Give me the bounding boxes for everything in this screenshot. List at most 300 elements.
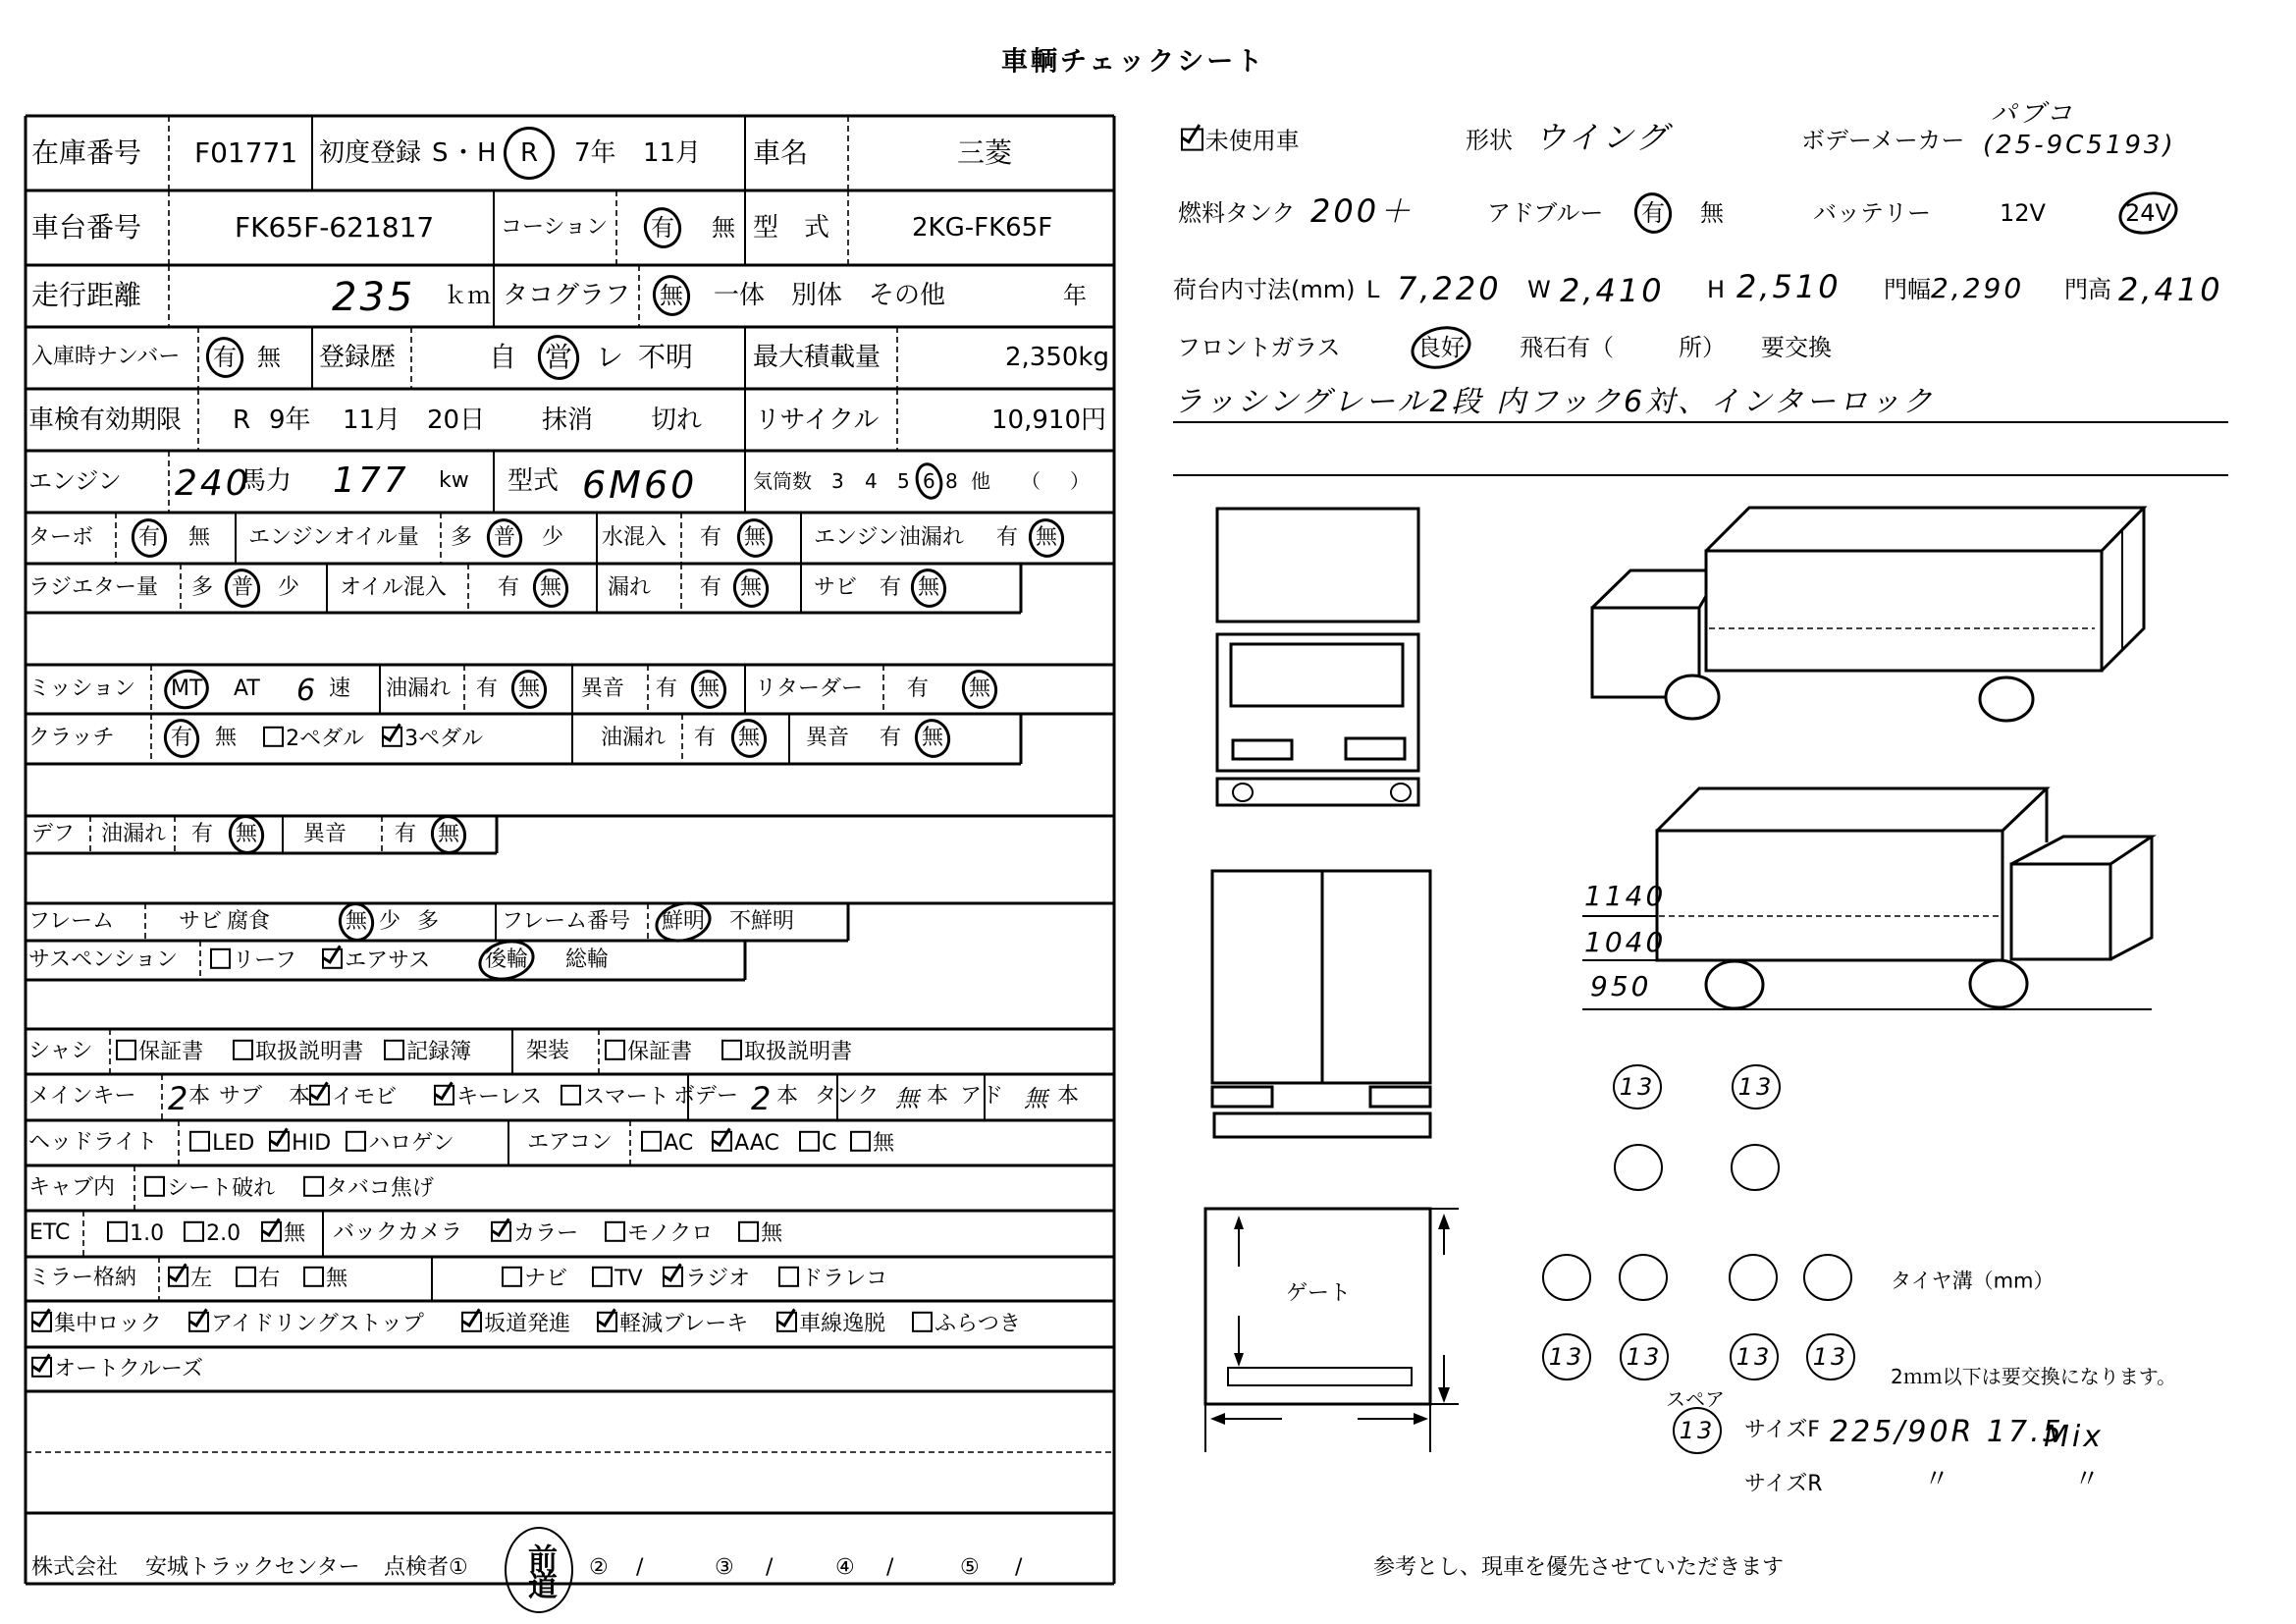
aircon-aac-label: AAC: [734, 1131, 779, 1157]
tire-rear-right-inner-tread: 13: [1735, 1343, 1773, 1371]
engine-kilowatt-value: 177: [333, 460, 409, 501]
frame-option-much[interactable]: 多: [417, 909, 440, 934]
windshield-chips-unit: 所）: [1679, 334, 1726, 361]
tire-size-rear-ditto: 〃: [1924, 1465, 1950, 1494]
inspector-slot-4[interactable]: ④: [835, 1555, 855, 1580]
cylinders-label: 気筒数: [753, 469, 812, 493]
cargo-length-value: 7,220: [1397, 270, 1502, 307]
windshield-label: フロントガラス: [1177, 334, 1341, 361]
cigarette-burn-checkbox[interactable]: [303, 1176, 434, 1200]
transmission-label: ミッション: [28, 677, 136, 701]
central-lock-label: 集中ロック: [54, 1312, 162, 1337]
etc-none-checkbox[interactable]: [261, 1221, 305, 1245]
headlight-halogen-checkbox[interactable]: [346, 1131, 454, 1155]
lane-departure-checkbox[interactable]: [776, 1312, 885, 1335]
cylinders-option-5[interactable]: 5: [897, 469, 910, 493]
cargo-width-value: 2,410: [1560, 272, 1665, 309]
transmission-noise-label: 異音: [581, 677, 625, 701]
radiator-level-option-normal[interactable]: 普: [232, 575, 254, 600]
tank-key-unit: 本: [927, 1084, 949, 1109]
smart-key-checkbox[interactable]: [561, 1085, 669, 1109]
caution-plate-option-no[interactable]: 無: [712, 214, 735, 242]
main-key-unit: 本: [188, 1084, 211, 1109]
tire-tread-label: タイヤ溝（mm）: [1891, 1269, 2055, 1293]
door-height-label: 門高: [2064, 276, 2111, 303]
water-contamination-option-yes[interactable]: 有: [700, 525, 722, 550]
transmission-oil-leak-label: 油漏れ: [386, 677, 452, 701]
car-name-value: 三菱: [957, 136, 1013, 169]
inspection-expiry-day: 20日: [427, 406, 486, 435]
suspension-option-rear[interactable]: 後輪: [485, 947, 529, 972]
radiator-leak-option-no[interactable]: 無: [740, 575, 763, 600]
battery-option-12v[interactable]: 12V: [2000, 199, 2046, 227]
mirror-right-checkbox[interactable]: [236, 1267, 280, 1290]
radiator-oil-mix-label: オイル混入: [340, 575, 447, 600]
chassis-manual-checkbox[interactable]: [233, 1040, 363, 1063]
inspector-slot-3-slash: /: [766, 1555, 774, 1580]
company-type: 株式会社: [31, 1555, 119, 1580]
smart-key-label: スマート: [583, 1085, 669, 1110]
water-contamination-option-no[interactable]: 無: [744, 525, 767, 550]
inspector-stamp: 前道: [505, 1527, 573, 1613]
inspection-option-cancelled[interactable]: 抹消: [542, 406, 594, 435]
frame-label: フレーム: [28, 909, 115, 934]
aircon-aac-checkbox[interactable]: [712, 1131, 779, 1155]
differential-label: デフ: [31, 822, 76, 846]
body-key-count: 2: [751, 1080, 774, 1117]
era-option-heisei[interactable]: H: [477, 138, 497, 168]
inspection-expiry-month: 11月: [343, 406, 401, 435]
spare-label: スペア: [1666, 1387, 1725, 1411]
era-separator: ・: [451, 138, 477, 168]
suspension-air-label: エアサス: [345, 948, 431, 974]
headlight-hid-label: HID: [292, 1131, 332, 1157]
inspector-slot-2[interactable]: ②: [589, 1555, 609, 1580]
cylinders-other-label: 他: [971, 469, 990, 493]
engine-oil-leak-option-no[interactable]: 無: [1036, 525, 1058, 550]
cylinders-option-6[interactable]: 6: [923, 469, 935, 493]
tire-rear-left-outer-tread: 13: [1548, 1343, 1585, 1371]
aircon-ac-label: AC: [664, 1131, 694, 1157]
stock-no-value: F01771: [194, 136, 298, 169]
truck-left-side-diagram: [1592, 508, 2144, 721]
tank-key-count: 無: [895, 1085, 922, 1112]
clutch-noise-option-yes[interactable]: 有: [880, 726, 902, 750]
cylinders-other-open: （: [1021, 469, 1041, 493]
clutch-2-pedal-checkbox[interactable]: [263, 727, 364, 750]
transmission-noise-option-yes[interactable]: 有: [656, 677, 678, 701]
cargo-dims-label: 荷台内寸法(mm): [1173, 276, 1356, 303]
clutch-option-no[interactable]: 無: [215, 726, 238, 750]
differential-oil-leak-option-yes[interactable]: 有: [191, 822, 214, 846]
truck-top-view-diagram: [1217, 509, 1418, 622]
differential-oil-leak-label: 油漏れ: [101, 822, 167, 846]
frame-option-none[interactable]: 無: [346, 909, 368, 934]
engine-oil-level-option-low[interactable]: 少: [542, 525, 564, 550]
keyless-checkbox[interactable]: [434, 1085, 542, 1109]
mileage-unit: ｋｍ: [444, 282, 491, 309]
clutch-3-pedal-checkbox[interactable]: [382, 727, 483, 750]
seat-tear-checkbox[interactable]: [144, 1176, 275, 1200]
era-option-showa[interactable]: S: [432, 138, 449, 168]
lane-departure-label: 車線逸脱: [799, 1312, 886, 1337]
suspension-air-checkbox[interactable]: [322, 948, 430, 972]
chassis-warranty-checkbox[interactable]: [116, 1040, 203, 1063]
model-label: 型 式: [753, 213, 830, 243]
cylinders-option-3[interactable]: 3: [831, 469, 844, 493]
company-name: 安城トラックセンター: [145, 1555, 360, 1580]
body-maker-value: パブコ: [1991, 99, 2075, 129]
tire-size-front-value: 225/90R 17.5: [1830, 1415, 2064, 1449]
idling-stop-checkbox[interactable]: [188, 1312, 424, 1335]
chassis-no-label: 車台番号: [31, 211, 142, 244]
frame-corrosion-label: 腐食: [227, 909, 271, 934]
clutch-label: クラッチ: [28, 726, 115, 750]
engine-label: エンジン: [28, 467, 122, 495]
truck-front-view-diagram: [1217, 634, 1418, 805]
transmission-noise-option-no[interactable]: 無: [698, 677, 721, 701]
etc-label: ETC: [29, 1220, 71, 1245]
etc-1-0-label: 1.0: [130, 1221, 165, 1247]
body-shape-value: ウイング: [1534, 119, 1671, 156]
radiator-level-option-low[interactable]: 少: [278, 575, 300, 600]
tire-size-rear-note-ditto: 〃: [2074, 1465, 2101, 1494]
dashcam-checkbox[interactable]: [778, 1267, 887, 1290]
differential-noise-label: 異音: [303, 822, 347, 846]
mirror-left-label: 左: [190, 1267, 213, 1292]
gate-label: ゲート: [1286, 1281, 1352, 1306]
body-key-label: ボデー: [673, 1084, 739, 1109]
clutch-oil-leak-option-yes[interactable]: 有: [694, 726, 717, 750]
inspection-expiry-era: R: [233, 406, 251, 435]
engine-oil-level-option-normal[interactable]: 普: [494, 525, 516, 550]
inspector-label: 点検者①: [384, 1555, 468, 1580]
first-registration-month: 11月: [643, 138, 702, 168]
engine-horsepower-unit: 馬力: [240, 466, 293, 496]
tachograph-option-integrated[interactable]: 一体: [714, 281, 766, 310]
windshield-option-replace[interactable]: 要交換: [1761, 334, 1832, 361]
transmission-speed-unit: 速: [329, 677, 351, 701]
clutch-noise-label: 異音: [806, 726, 850, 750]
radiator-oil-mix-option-yes[interactable]: 有: [498, 575, 520, 600]
adblue-label: アドブルー: [1487, 199, 1604, 227]
max-load-value: 2,350kg: [1005, 343, 1109, 372]
etc-none-label: 無: [284, 1221, 306, 1247]
chassis-record-book-label: 記録簿: [406, 1040, 472, 1065]
main-key-label: メインキー: [28, 1084, 136, 1109]
caution-plate-label: コーション: [501, 215, 609, 240]
back-camera-none-label: 無: [761, 1221, 783, 1247]
body-warranty-checkbox[interactable]: [605, 1040, 692, 1063]
aircon-ac-checkbox[interactable]: [641, 1131, 693, 1155]
first-registration-year: 7年: [574, 138, 616, 168]
mirror-none-label: 無: [326, 1267, 348, 1292]
tire-replace-notice: 2ｍｍ以下は要交換になります。: [1891, 1365, 2177, 1388]
radiator-oil-mix-option-no[interactable]: 無: [540, 575, 562, 600]
door-width-label: 門幅: [1884, 276, 1931, 303]
registration-history-option-rental[interactable]: レ: [596, 341, 624, 373]
radiator-leak-option-yes[interactable]: 有: [700, 575, 722, 600]
engine-kilowatt-unit: kw: [439, 468, 469, 493]
tachograph-label: タコグラフ: [503, 281, 631, 310]
radiator-level-label: ラジエター量: [28, 575, 159, 600]
aircon-none-checkbox[interactable]: [850, 1131, 894, 1155]
registration-history-option-private[interactable]: 自: [489, 341, 517, 373]
clutch-noise-option-no[interactable]: 無: [922, 726, 944, 750]
stock-no-label: 在庫番号: [31, 136, 142, 169]
frame-rust-label: サビ: [179, 909, 223, 934]
car-name-label: 車名: [753, 136, 809, 169]
transmission-option-mt[interactable]: MT: [171, 677, 203, 701]
auto-cruise-checkbox[interactable]: [31, 1357, 203, 1380]
headlight-hid-checkbox[interactable]: [269, 1131, 331, 1155]
tire-size-front-note: Mix: [2044, 1420, 2104, 1454]
first-registration-label: 初度登録: [319, 138, 422, 168]
tachograph-option-separate[interactable]: 別体: [791, 281, 843, 310]
disclaimer-text: 参考とし、現車を優先させていただきます: [1373, 1555, 1785, 1580]
body-maker-label: ボデーメーカー: [1801, 127, 1965, 154]
tv-label: TV: [614, 1267, 643, 1292]
adblue-key-unit: 本: [1057, 1084, 1080, 1109]
truck-rear-view-diagram: [1212, 871, 1430, 1137]
chassis-no-value: FK65F-621817: [235, 211, 435, 244]
differential-oil-leak-option-no[interactable]: 無: [236, 822, 258, 846]
engine-oil-leak-label: エンジン油漏れ: [814, 525, 964, 550]
radiator-rust-label: サビ: [814, 575, 858, 600]
suspension-option-all[interactable]: 総輪: [565, 947, 610, 972]
cylinders-other-close: ）: [1070, 469, 1090, 493]
etc-2-0-checkbox[interactable]: [184, 1221, 240, 1245]
tank-key-label: タンク: [815, 1084, 880, 1109]
headlight-led-checkbox[interactable]: [189, 1131, 254, 1155]
differential-noise-option-no[interactable]: 無: [438, 822, 460, 846]
radiator-rust-option-no[interactable]: 無: [918, 575, 940, 600]
unused-vehicle-checkbox[interactable]: [1181, 129, 1300, 153]
model-value: 2KG-FK65F: [912, 213, 1053, 243]
cylinders-option-4[interactable]: 4: [865, 469, 878, 493]
turbo-option-no[interactable]: 無: [188, 525, 211, 550]
aircon-none-label: 無: [873, 1131, 895, 1157]
transmission-oil-leak-option-no[interactable]: 無: [518, 677, 541, 701]
tachograph-option-other[interactable]: その他: [869, 281, 946, 310]
cargo-height-value: 2,510: [1736, 268, 1842, 305]
registration-history-label: 登録歴: [319, 343, 397, 372]
headlight-label: ヘッドライト: [28, 1130, 158, 1155]
turbo-option-yes[interactable]: 有: [138, 525, 161, 550]
max-load-label: 最大積載量: [753, 343, 881, 372]
caution-plate-option-yes[interactable]: 有: [651, 214, 674, 242]
chassis-record-book-checkbox[interactable]: [384, 1040, 471, 1063]
retarder-label: リターダー: [755, 677, 864, 701]
tachograph-option-none[interactable]: 無: [660, 282, 683, 309]
aircon-c-label: C: [822, 1131, 837, 1157]
radiator-level-option-high[interactable]: 多: [191, 575, 214, 600]
frame-option-little[interactable]: 少: [379, 909, 401, 934]
adblue-option-yes[interactable]: 有: [1641, 199, 1665, 227]
chassis-docs-label: シャシ: [28, 1039, 93, 1063]
transmission-option-at[interactable]: AT: [234, 677, 260, 701]
immobilizer-checkbox[interactable]: [309, 1085, 397, 1109]
clutch-option-yes[interactable]: 有: [171, 726, 193, 750]
central-lock-checkbox[interactable]: [31, 1312, 162, 1335]
body-warranty-label: 保証書: [627, 1040, 693, 1065]
drowsiness-alert-label: ふらつき: [934, 1312, 1021, 1337]
hill-start-label: 坂道発進: [484, 1312, 571, 1337]
cargo-width-label: W: [1527, 276, 1551, 303]
chassis-warranty-label: 保証書: [138, 1040, 204, 1065]
truck-right-side-diagram: [1582, 788, 2152, 1009]
etc-1-0-checkbox[interactable]: [107, 1221, 164, 1245]
differential-noise-option-yes[interactable]: 有: [395, 822, 417, 846]
body-manual-label: 取扱説明書: [744, 1040, 853, 1065]
auto-cruise-label: オートクルーズ: [54, 1357, 203, 1382]
mirror-fold-label: ミラー格納: [28, 1266, 137, 1290]
engine-oil-level-option-high[interactable]: 多: [451, 525, 473, 550]
headlight-halogen-label: ハロゲン: [368, 1131, 454, 1157]
plate-on-entry-label: 入庫時ナンバー: [31, 345, 181, 369]
radio-checkbox[interactable]: [663, 1267, 750, 1290]
retarder-option-yes[interactable]: 有: [907, 677, 930, 701]
adblue-option-no[interactable]: 無: [1700, 199, 1724, 227]
back-camera-color-checkbox[interactable]: [491, 1221, 578, 1245]
fuel-tank-value: 200＋: [1310, 192, 1415, 230]
retarder-option-no[interactable]: 無: [969, 677, 991, 701]
page-title: 車輌チェックシート: [1001, 46, 1266, 78]
body-maker-serial: (25-9C5193): [1983, 131, 2176, 160]
remarks-underlines: [1173, 422, 2228, 475]
turbo-label: ターボ: [28, 525, 94, 550]
clutch-2-pedal-label: 2ペダル: [286, 727, 365, 752]
clutch-oil-leak-option-no[interactable]: 無: [738, 726, 761, 750]
height-label-1040: 1040: [1584, 926, 1667, 958]
era-option-reiwa[interactable]: R: [520, 138, 539, 168]
engine-model-label: 型式: [507, 466, 560, 496]
mileage-label: 走行距離: [31, 279, 142, 311]
collision-mitigation-brake-checkbox[interactable]: [597, 1312, 748, 1335]
keyless-label: キーレス: [456, 1085, 543, 1110]
fuel-tank-label: 燃料タンク: [1178, 199, 1296, 227]
drowsiness-alert-checkbox[interactable]: [912, 1312, 1021, 1335]
height-label-1140: 1140: [1584, 880, 1667, 912]
unused-vehicle-label: 未使用車: [1204, 127, 1300, 155]
height-label-950: 950: [1590, 970, 1652, 1002]
body-shape-label: 形状: [1466, 127, 1513, 154]
cylinders-option-8[interactable]: 8: [945, 469, 958, 493]
dashcam-label: ドラレコ: [801, 1267, 888, 1292]
registration-history-option-unknown[interactable]: 不明: [638, 341, 694, 373]
mirror-left-checkbox[interactable]: [168, 1267, 212, 1290]
main-key-count: 2: [168, 1080, 191, 1117]
inspector-slot-4-slash: /: [886, 1555, 894, 1580]
navi-label: ナビ: [524, 1267, 568, 1292]
frame-number-option-unclear[interactable]: 不鮮明: [729, 909, 795, 934]
door-height-value: 2,410: [2118, 271, 2223, 308]
suspension-leaf-checkbox[interactable]: [210, 948, 296, 972]
tire-size-front-label: サイズF: [1744, 1418, 1820, 1442]
aircon-c-checkbox[interactable]: [799, 1131, 837, 1155]
mirror-right-label: 右: [258, 1267, 281, 1292]
tachograph-year-unit: 年: [1063, 282, 1087, 309]
battery-option-24v[interactable]: 24V: [2125, 199, 2171, 227]
engine-horsepower-value: 240: [175, 463, 251, 504]
tv-checkbox[interactable]: [592, 1267, 643, 1290]
clutch-3-pedal-label: 3ペダル: [404, 727, 484, 752]
transmission-oil-leak-option-yes[interactable]: 有: [476, 677, 499, 701]
adblue-key-label: アド: [960, 1084, 1004, 1109]
clutch-oil-leak-label: 油漏れ: [601, 726, 667, 750]
tire-spare-tread: 13: [1679, 1417, 1716, 1444]
water-contamination-label: 水混入: [602, 525, 667, 550]
engine-oil-level-label: エンジンオイル量: [248, 525, 419, 550]
registration-history-option-commercial[interactable]: 営: [545, 341, 573, 373]
recycle-fee-label: リサイクル: [755, 406, 880, 435]
frame-number-option-clear[interactable]: 鮮明: [662, 909, 706, 934]
mileage-value: 235: [332, 275, 416, 320]
hill-start-checkbox[interactable]: [461, 1312, 570, 1335]
mirror-none-checkbox[interactable]: [303, 1267, 347, 1290]
idling-stop-label: アイドリングストップ: [211, 1312, 424, 1337]
headlight-led-label: LED: [212, 1131, 255, 1157]
door-width-value: 2,290: [1931, 272, 2025, 304]
inspector-slot-5[interactable]: ⑤: [960, 1555, 980, 1580]
inspector-slot-2-slash: /: [636, 1555, 644, 1580]
tire-rear-left-inner-tread: 13: [1626, 1343, 1663, 1371]
navi-checkbox[interactable]: [502, 1267, 567, 1290]
back-camera-color-label: カラー: [513, 1221, 579, 1247]
engine-oil-leak-option-yes[interactable]: 有: [996, 525, 1019, 550]
cargo-length-label: L: [1366, 276, 1380, 303]
cargo-height-label: H: [1707, 276, 1726, 303]
sub-key-label: サブ: [219, 1084, 263, 1109]
seat-tear-label: シート破れ: [167, 1176, 276, 1202]
inspector-slot-3[interactable]: ③: [715, 1555, 734, 1580]
collision-mitigation-brake-label: 軽減ブレーキ: [619, 1312, 749, 1337]
body-manual-checkbox[interactable]: [721, 1040, 852, 1063]
windshield-option-chips[interactable]: 飛石有（: [1520, 334, 1614, 361]
inspection-option-expired[interactable]: 切れ: [651, 406, 703, 435]
tire-size-rear-label: サイズR: [1744, 1472, 1823, 1496]
rear-gate-diagram: [1205, 1209, 1459, 1452]
tire-front-right-tread: 13: [1737, 1073, 1775, 1101]
suspension-leaf-label: リーフ: [233, 948, 297, 974]
inspection-expiry-label: 車検有効期限: [28, 406, 183, 435]
inspection-expiry-year: 9年: [269, 406, 311, 435]
transmission-speeds-value: 6: [296, 674, 319, 708]
back-camera-label: バックカメラ: [333, 1220, 463, 1245]
radiator-leak-label: 漏れ: [608, 575, 652, 600]
adblue-key-count: 無: [1024, 1085, 1050, 1112]
radiator-rust-option-yes[interactable]: 有: [880, 575, 902, 600]
windshield-option-good[interactable]: 良好: [1417, 334, 1465, 361]
back-camera-none-checkbox[interactable]: [738, 1221, 782, 1245]
cab-interior-label: キャブ内: [28, 1175, 116, 1200]
radio-label: ラジオ: [685, 1267, 751, 1292]
back-camera-mono-checkbox[interactable]: [605, 1221, 713, 1245]
tire-rear-right-outer-tread: 13: [1812, 1343, 1849, 1371]
body-key-unit: 本: [776, 1084, 799, 1109]
recycle-fee-value: 10,910円: [991, 406, 1106, 435]
etc-2-0-label: 2.0: [206, 1221, 241, 1247]
inspector-slot-5-slash: /: [1015, 1555, 1023, 1580]
remarks-text: ラッシングレール2段 内フック6対、インターロック: [1173, 385, 1936, 419]
plate-on-entry-option-no[interactable]: 無: [257, 344, 281, 371]
frame-number-label: フレーム番号: [502, 909, 631, 934]
cigarette-burn-label: タバコ焦げ: [326, 1176, 434, 1202]
tire-front-left-tread: 13: [1619, 1073, 1656, 1101]
plate-on-entry-option-yes[interactable]: 有: [213, 344, 237, 371]
body-docs-label: 架装: [526, 1039, 570, 1063]
immobilizer-label: イモビ: [332, 1085, 398, 1110]
